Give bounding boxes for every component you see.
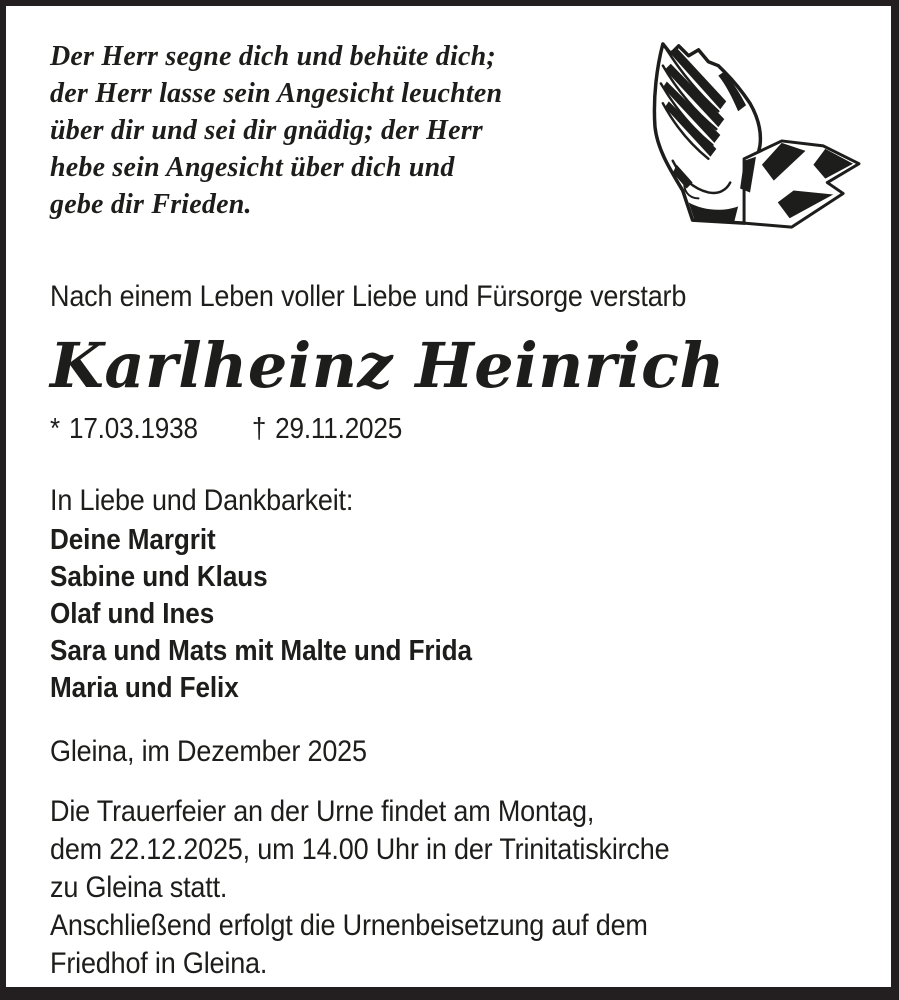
blessing-line: gebe dir Frieden. [50, 189, 252, 220]
birth-date: 17.03.1938 [68, 413, 198, 445]
funeral-line: Anschließend erfolgt die Urnenbeisetzung auf dem [50, 909, 648, 942]
blessing-line: hebe sein Angesicht über dich und [50, 152, 455, 183]
blessing-line: der Herr lasse sein Angesicht leuchten [50, 78, 503, 109]
birth-symbol: * [50, 413, 60, 445]
funeral-details [50, 793, 877, 983]
intro-text: Nach einem Leben voller Liebe und Fürsorge verstarb [50, 280, 687, 313]
mourner-line: Deine Margrit [50, 524, 216, 556]
death-record [252, 410, 402, 448]
notice-header [50, 30, 877, 240]
mourner-line: Sabine und Klaus [50, 561, 268, 593]
funeral-line: Friedhof in Gleina. [50, 947, 268, 980]
life-dates [50, 410, 794, 448]
blessing-line: über dir und sei dir gnädig; der Herr [50, 115, 483, 146]
tribute-section [50, 482, 877, 707]
death-symbol: † [251, 413, 267, 445]
blessing-line: Der Herr segne dich und behüte dich; [50, 41, 496, 72]
deceased-name: Karlheinz Heinrich [50, 329, 725, 402]
funeral-line: zu Gleina statt. [50, 871, 228, 904]
birth-record [50, 410, 198, 448]
funeral-line: dem 22.12.2025, um 14.00 Uhr in der Trinitatiskirche [50, 833, 670, 866]
tribute-intro: In Liebe und Dankbarkeit: [50, 484, 354, 517]
blessing-quote [50, 30, 633, 223]
funeral-line: Die Trauerfeier an der Urne findet am Montag, [50, 795, 595, 828]
death-date: 29.11.2025 [275, 413, 403, 445]
mourner-line: Sara und Mats mit Malte und Frida [50, 635, 472, 667]
mourner-line: Maria und Felix [50, 672, 239, 704]
praying-hands-icon [633, 32, 871, 240]
mourner-line: Olaf und Ines [50, 598, 215, 630]
place-date-line: Gleina, im Dezember 2025 [50, 735, 367, 768]
